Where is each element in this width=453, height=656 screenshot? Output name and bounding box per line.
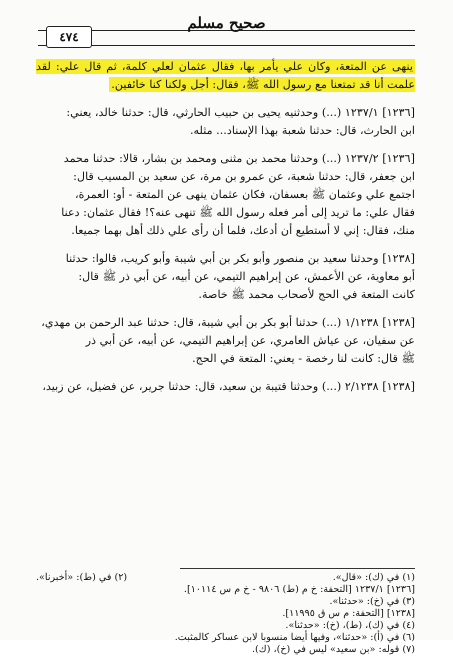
book-title: صحيح مسلم (187, 14, 266, 32)
footnote: (٣) في (خ): «حدثنا». (329, 596, 415, 607)
main-text (36, 58, 415, 406)
footnote: (١) في (ك): «قال». (332, 572, 415, 583)
footnote: [١٢٣٨] [التحفة: م س ق ١١٩٩٥]. (282, 608, 415, 619)
page-number: ٤٧٤ (46, 26, 92, 48)
hadith-paragraph (36, 150, 415, 240)
text-line: [١٢٣٨] وحدثنا سعيد بن منصور وأبو بكر بن أبي شيبة وأبو كريب، قالوا: حدثنا (65, 252, 415, 265)
text-line: منك، فقال: إني لا أستطيع أن أدعك، فلما أن رأى علي ذلك أهل بهما جميعا. (71, 224, 415, 237)
text-line: [١٢٣٦] ١٢٣٧/٢ (...) وحدثنا محمد بن مثنى ومحمد بن بشار، قالا: حدثنا محمد (63, 152, 415, 165)
text-line: [١٢٣٨] ١/١٢٣٨ (...) حدثنا أبو بكر بن أبي شيبة، قال: حدثنا عبد الرحمن بن مهدي، (41, 316, 415, 329)
highlighted-passage-block (36, 58, 415, 94)
header-rule (38, 30, 415, 46)
footnote: (٧) قوله: «بن سعيد» ليس في (خ)، (ك). (252, 644, 415, 655)
highlighted-passage: ينهى عن المتعة، وكان علي يأمر بها، فقال عثمان لعلي كلمة، ثم قال علي: لقد علمت أنا قد تمتعنا مع رسول الله ﷺ، فقال: أجل ولكنا كنا خائفين. (36, 60, 415, 91)
hadith-paragraph (36, 314, 415, 368)
text-line: ابن الحارث، قال: حدثنا شعبة بهذا الإسناد... مثله. (190, 124, 415, 137)
footnote-divider (180, 568, 415, 569)
footnote-row (36, 572, 415, 584)
footnote: (٤) في (ك)، (ط)، (خ): «حدثنا». (285, 620, 415, 631)
hadith-paragraph (36, 250, 415, 304)
text-line: أبو معاوية، عن الأعمش، عن إبراهيم التيمي، عن أبيه، عن أبي ذر ﷺ قال: (78, 270, 415, 283)
hadith-paragraph (36, 378, 415, 396)
text-line: ابن جعفر، قال: حدثنا شعبة، عن عمرو بن مرة، عن سعيد بن المسيب قال: (73, 170, 415, 183)
text-line: كانت المتعة في الحج لأصحاب محمد ﷺ خاصة. (198, 288, 415, 301)
footnote: (٦) في (أ): «حدثنا»، وفيها أيضا منسوبا لابن عساكر كالمثبت. (174, 632, 415, 643)
text-line: اجتمع علي وعثمان ﷺ بعسفان، فكان عثمان ينهى عن المتعة - أو: العمرة، (75, 188, 415, 201)
text-line: فقال علي: ما تريد إلى أمر فعله رسول الله ﷺ تنهى عنه؟! فقال عثمان: دعنا (61, 206, 415, 219)
footnote: (٢) في (ط): «أخبرنا». (36, 572, 128, 583)
text-line: عن سفيان، عن عياش العامري، عن إبراهيم التيمي، عن أبيه، عن أبي ذر (85, 334, 415, 347)
page-header (38, 6, 415, 50)
text-line: [١٢٣٨] ٢/١٢٣٨ (...) وحدثنا قتيبة بن سعيد، قال: حدثنا جرير، عن فضيل، عن زبيد، (42, 380, 415, 393)
footnote: [١٢٣٦] ١٢٣٧/١ [التحفة: خ م (ط) ٩٨٠٦ - خ م س ١٠١١٤]. (183, 584, 415, 595)
hadith-paragraph (36, 104, 415, 140)
footnotes (36, 572, 415, 656)
text-line: ﷺ قال: كانت لنا رخصة - يعني: المتعة في الحج. (192, 352, 415, 365)
text-line: [١٢٣٦] ١٢٣٧/١ (...) وحدثنيه يحيى بن حبيب الحارثي، قال: حدثنا خالد، يعني: (66, 106, 415, 119)
